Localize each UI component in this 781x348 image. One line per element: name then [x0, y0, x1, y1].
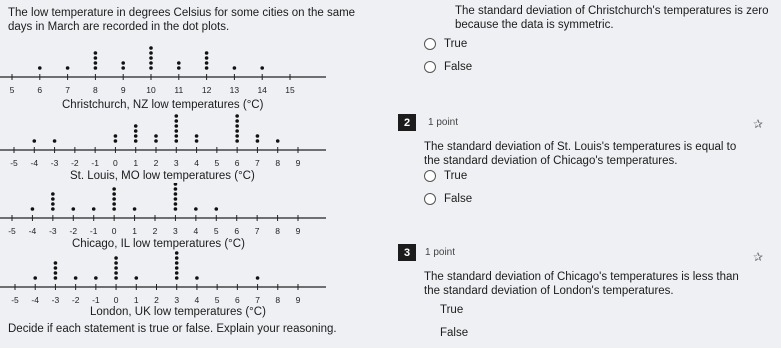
question-3-option-true[interactable] — [440, 304, 463, 316]
data-dot — [235, 139, 239, 143]
tick-label: 9 — [295, 295, 301, 305]
dot-plot-chicago — [0, 183, 330, 239]
data-dot — [174, 192, 178, 196]
data-dot — [71, 207, 75, 211]
data-dot — [195, 134, 199, 138]
data-dot — [174, 183, 178, 186]
tick-label: -3 — [51, 295, 60, 305]
data-dot — [195, 139, 199, 143]
tick-label: 8 — [275, 158, 281, 168]
tick-label: 5 — [214, 158, 220, 168]
tick-label: 0 — [113, 158, 118, 168]
data-dot — [134, 276, 138, 280]
data-dot — [205, 66, 209, 70]
data-dot — [133, 207, 137, 211]
data-dot — [256, 134, 260, 138]
data-dot — [174, 207, 178, 211]
tick-label: 3 — [174, 295, 180, 305]
radio-button[interactable] — [424, 170, 436, 182]
data-dot — [121, 61, 125, 65]
tick-label: 7 — [254, 226, 260, 236]
data-dot — [175, 266, 179, 270]
data-dot — [149, 51, 153, 55]
tick-label: 5 — [9, 85, 15, 95]
data-dot — [260, 66, 264, 70]
data-dot — [114, 261, 118, 265]
data-dot — [205, 51, 209, 55]
data-dot — [114, 256, 118, 260]
option-label: False — [444, 61, 473, 73]
dot-plot-svg — [0, 250, 330, 308]
tick-label: 2 — [154, 295, 159, 305]
option-label: False — [444, 193, 473, 205]
data-dot — [174, 134, 178, 138]
tick-label: 9 — [295, 158, 301, 168]
tick-label: -2 — [71, 158, 79, 168]
tick-label: 6 — [234, 226, 240, 236]
data-dot — [112, 192, 116, 196]
data-dot — [149, 56, 153, 60]
data-dot — [149, 66, 153, 70]
problem-intro: The low temperature in degrees Celsius for some cities on the same days in March are recorded in the dot plots. — [8, 7, 356, 33]
dot-plot-christchurch — [0, 40, 330, 100]
data-dot — [112, 207, 116, 211]
tick-label: -3 — [50, 158, 59, 168]
tick-label: -3 — [49, 226, 57, 236]
data-dot — [235, 119, 239, 123]
dot-plot-svg — [0, 112, 330, 172]
tick-label: -5 — [8, 226, 16, 236]
pin-icon[interactable]: ✰ — [753, 117, 764, 131]
data-dot — [177, 61, 181, 65]
data-dot — [94, 56, 98, 60]
data-dot — [114, 266, 118, 270]
data-dot — [175, 261, 179, 265]
data-dot — [114, 276, 118, 280]
data-dot — [31, 207, 35, 211]
data-dot — [174, 197, 178, 201]
data-dot — [134, 134, 138, 138]
data-dot — [94, 51, 98, 55]
data-dot — [174, 187, 178, 191]
tick-label: -1 — [89, 226, 98, 236]
tick-label: -1 — [91, 158, 99, 168]
question-2-option-false[interactable] — [424, 193, 472, 205]
data-dot — [94, 66, 98, 70]
tick-label: 6 — [37, 85, 43, 95]
tick-label: 1 — [133, 158, 139, 168]
data-dot — [154, 139, 158, 143]
data-dot — [235, 124, 239, 128]
question-2-points: 1 point — [428, 117, 459, 128]
option-label: True — [444, 170, 468, 182]
tick-label: 3 — [173, 158, 179, 168]
tick-label: -2 — [69, 226, 78, 236]
data-dot — [149, 46, 153, 50]
data-dot — [38, 66, 42, 70]
question-3-option-false[interactable] — [440, 327, 468, 339]
dot-plot-london — [0, 250, 330, 308]
question-2-text: The standard deviation of St. Louis's temperatures is equal to the standard deviation of Chicago's temperatures. — [424, 141, 737, 167]
tick-label: 11 — [174, 85, 184, 95]
data-dot — [276, 139, 280, 143]
question-3-points: 1 point — [425, 247, 456, 258]
tick-label: 4 — [194, 158, 199, 168]
tick-label: 4 — [193, 226, 199, 236]
data-dot — [51, 207, 55, 211]
tick-label: -2 — [71, 295, 80, 305]
dot-plot-svg — [0, 40, 330, 100]
tick-label: 8 — [275, 295, 281, 305]
data-dot — [175, 256, 179, 260]
tick-label: -5 — [10, 158, 18, 168]
dot-plot-st-louis — [0, 112, 330, 172]
plot-caption-chicago: Chicago, IL low temperatures (°C) — [72, 238, 245, 250]
data-dot — [256, 139, 260, 143]
data-dot — [112, 202, 116, 206]
data-dot — [112, 197, 116, 201]
data-dot — [54, 271, 58, 275]
question-2-option-true[interactable] — [424, 170, 467, 182]
data-dot — [256, 276, 260, 280]
data-dot — [175, 276, 179, 280]
plot-caption-st-louis: St. Louis, MO low temperatures (°C) — [70, 170, 255, 182]
plot-caption-christchurch: Christchurch, NZ low temperatures (°C) — [62, 99, 264, 111]
data-dot — [33, 276, 37, 280]
radio-button[interactable] — [424, 193, 436, 205]
plot-caption-london: London, UK low temperatures (°C) — [90, 306, 266, 318]
data-dot — [214, 207, 218, 211]
option-label: True — [444, 38, 468, 50]
tick-label: 14 — [257, 85, 267, 95]
data-dot — [233, 66, 237, 70]
dot-plot-svg — [0, 183, 330, 239]
tick-label: 2 — [152, 226, 158, 236]
question-1-option-true[interactable] — [424, 38, 467, 50]
data-dot — [92, 207, 96, 211]
tick-label: 8 — [275, 226, 280, 236]
data-dot — [235, 134, 239, 138]
data-dot — [205, 56, 209, 60]
data-dot — [54, 266, 58, 270]
tick-label: 1 — [133, 295, 139, 305]
option-label: False — [440, 327, 469, 339]
tick-label: 5 — [213, 226, 219, 236]
data-dot — [235, 129, 239, 133]
data-dot — [174, 114, 178, 118]
data-dot — [174, 129, 178, 133]
data-dot — [94, 61, 98, 65]
tick-label: 2 — [153, 158, 159, 168]
data-dot — [174, 202, 178, 206]
data-dot — [177, 66, 181, 70]
radio-button[interactable] — [424, 38, 436, 50]
tick-label: 9 — [295, 226, 301, 236]
data-dot — [114, 134, 118, 138]
data-dot — [54, 276, 58, 280]
tick-label: 7 — [255, 295, 260, 305]
option-label: True — [440, 304, 464, 316]
radio-button[interactable] — [424, 61, 436, 73]
data-dot — [121, 66, 125, 70]
tick-label: -4 — [31, 295, 39, 305]
question-1-option-false[interactable] — [424, 61, 472, 73]
instructions: Decide if each statement is true or false. Explain your reasoning. — [8, 323, 337, 335]
data-dot — [194, 207, 198, 211]
data-dot — [51, 202, 55, 206]
tick-label: 0 — [113, 295, 119, 305]
tick-label: 8 — [93, 85, 98, 95]
tick-label: -1 — [92, 295, 100, 305]
data-dot — [175, 251, 179, 255]
tick-label: 13 — [229, 85, 240, 95]
tick-label: -4 — [28, 226, 37, 236]
pin-icon[interactable]: ✰ — [753, 250, 764, 264]
data-dot — [74, 276, 78, 280]
data-dot — [174, 124, 178, 128]
tick-label: 5 — [214, 295, 220, 305]
data-dot — [154, 134, 158, 138]
data-dot — [114, 271, 118, 275]
question-1-text: The standard deviation of Christchurch's temperatures is zero because the data is symmetric. — [455, 5, 769, 31]
tick-label: 3 — [173, 226, 178, 236]
data-dot — [205, 61, 209, 65]
tick-label: 1 — [132, 226, 137, 236]
data-dot — [134, 139, 138, 143]
tick-label: 4 — [194, 295, 200, 305]
tick-label: 0 — [111, 226, 117, 236]
tick-label: 10 — [146, 85, 156, 95]
data-dot — [54, 261, 58, 265]
data-dot — [175, 271, 179, 275]
data-dot — [51, 197, 55, 201]
question-3-number: 3 — [398, 244, 416, 261]
data-dot — [114, 139, 118, 143]
data-dot — [134, 129, 138, 133]
data-dot — [53, 139, 57, 143]
tick-label: -4 — [30, 158, 39, 168]
data-dot — [174, 119, 178, 123]
tick-label: 6 — [234, 158, 240, 168]
tick-label: 9 — [120, 85, 126, 95]
data-dot — [112, 187, 116, 191]
data-dot — [149, 61, 153, 65]
tick-label: 12 — [201, 85, 212, 95]
data-dot — [94, 276, 98, 280]
data-dot — [174, 139, 178, 143]
data-dot — [51, 192, 55, 196]
question-3-text: The standard deviation of Chicago's temperatures is less than the standard deviation of London's temperatures. — [424, 271, 739, 297]
data-dot — [235, 114, 239, 118]
data-dot — [32, 139, 36, 143]
data-dot — [195, 276, 199, 280]
tick-label: 7 — [65, 85, 70, 95]
data-dot — [66, 66, 70, 70]
tick-label: -5 — [11, 295, 19, 305]
data-dot — [134, 124, 138, 128]
question-2-number: 2 — [398, 114, 416, 131]
tick-label: 15 — [285, 85, 295, 95]
tick-label: 7 — [255, 158, 260, 168]
tick-label: 6 — [234, 295, 240, 305]
